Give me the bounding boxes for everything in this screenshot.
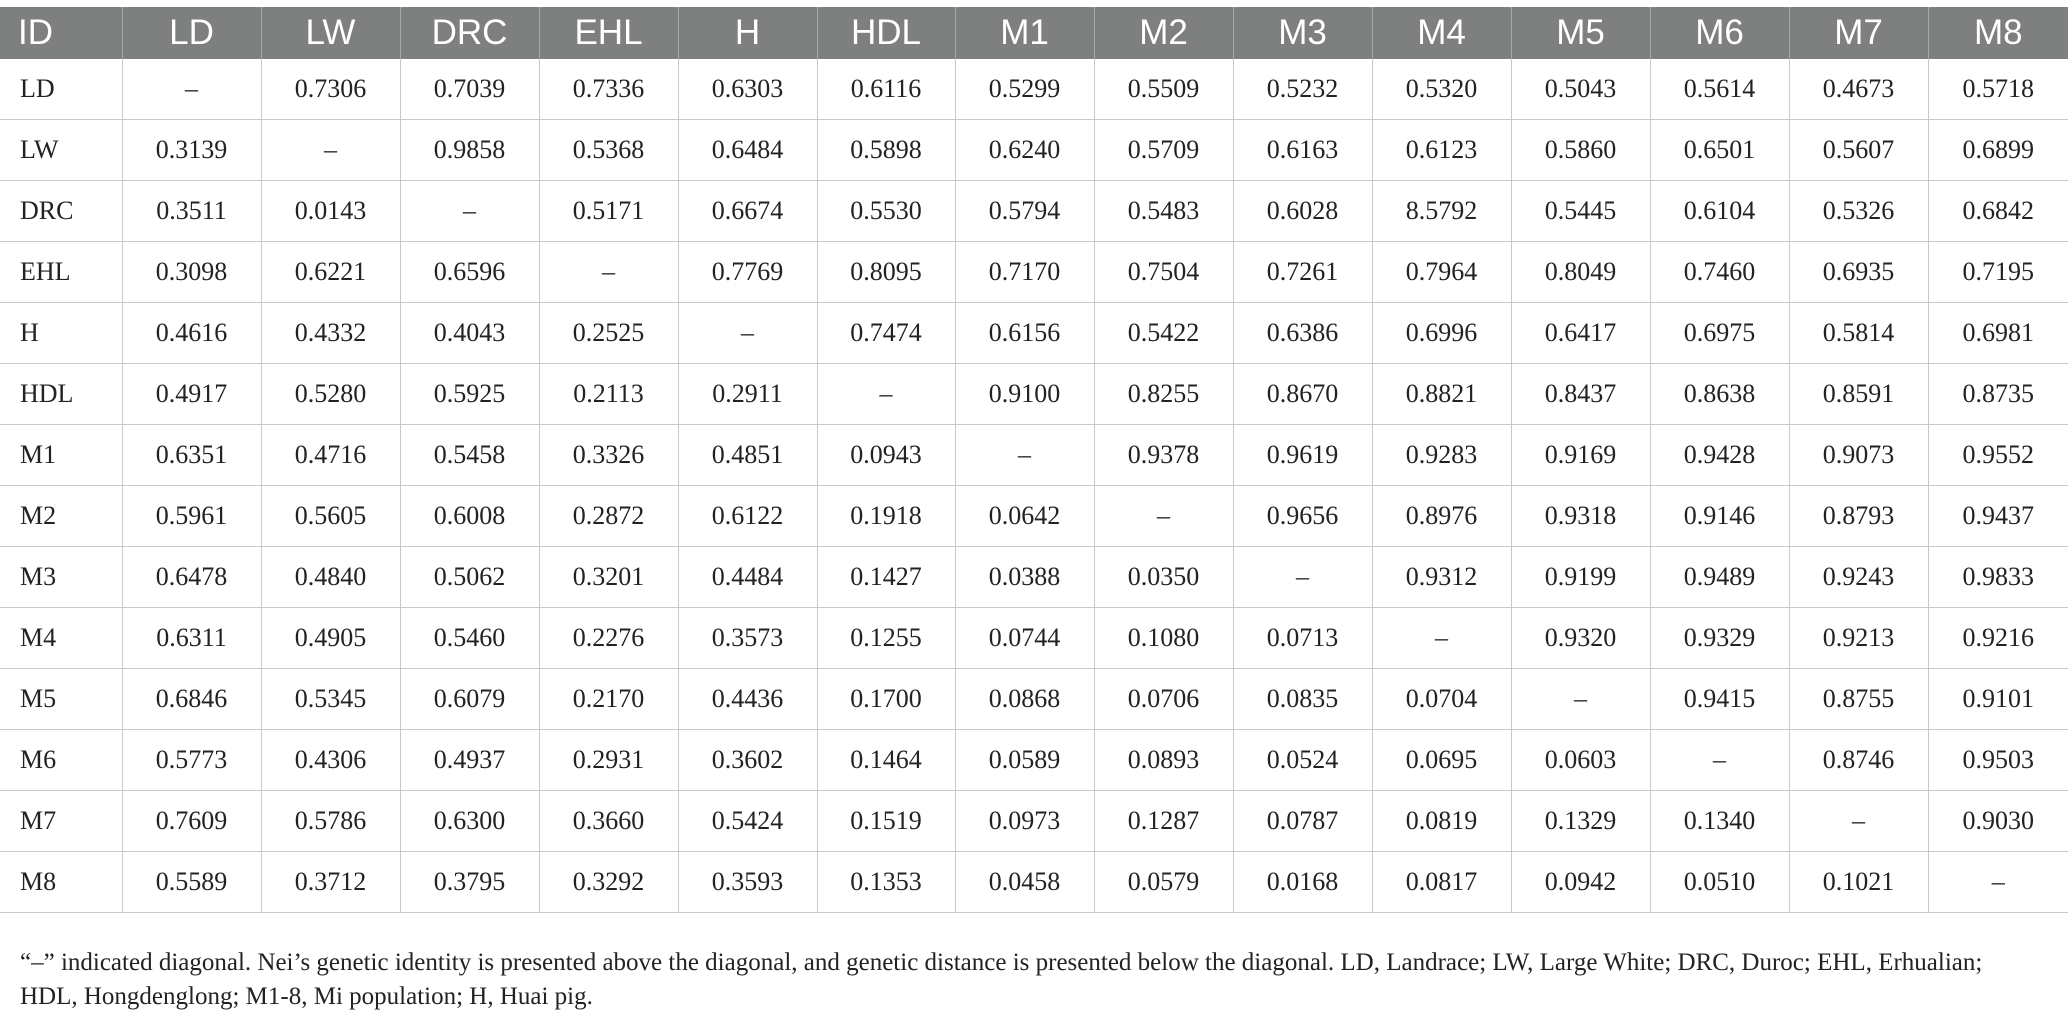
table-cell: 0.8746 [1789,730,1928,791]
genetic-identity-distance-table [0,7,2068,913]
table-cell: 0.0704 [1372,669,1511,730]
table-cell: 0.1080 [1094,608,1233,669]
table-cell: 0.7504 [1094,242,1233,303]
table-cell: 0.3292 [539,852,678,913]
table-cell: 0.0819 [1372,791,1511,852]
table-cell: 0.5605 [261,486,400,547]
table-cell: 0.7195 [1928,242,2068,303]
table-cell: 0.9100 [955,364,1094,425]
table-cell: 0.8821 [1372,364,1511,425]
table-cell: 0.9552 [1928,425,2068,486]
table-cell: 0.6163 [1233,120,1372,181]
table-cell: 0.3712 [261,852,400,913]
table-cell: 0.5718 [1928,59,2068,120]
table-cell: 0.5898 [817,120,955,181]
column-header-m7: M7 [1789,7,1928,59]
row-label: M5 [0,669,122,730]
row-label: H [0,303,122,364]
table-footnote: “–” indicated diagonal. Nei’s genetic identity is presented above the diagonal, and genetic distance is presented below the diagonal. LD, Landrace; LW, Large White; DRC, Duroc; EHL, Erhualian; HDL, Hongdenglong; M1-8, Mi population; H, Huai pig. [20,949,1983,1010]
table-cell: 0.3593 [678,852,817,913]
table-cell: 0.8793 [1789,486,1928,547]
column-header-m8: M8 [1928,7,2068,59]
table-cell: 0.9415 [1650,669,1789,730]
table-cell: 0.3326 [539,425,678,486]
table-cell: 0.1918 [817,486,955,547]
row-label: M2 [0,486,122,547]
table-cell: 0.5589 [122,852,261,913]
table-row [0,181,2068,242]
table-cell: 0.6116 [817,59,955,120]
diagonal-cell: – [539,242,678,303]
row-label: DRC [0,181,122,242]
table-cell: 0.4043 [400,303,539,364]
table-cell: 0.9503 [1928,730,2068,791]
table-header-row [0,7,2068,59]
table-cell: 0.6122 [678,486,817,547]
table-cell: 0.8976 [1372,486,1511,547]
column-header-h: H [678,7,817,59]
table-cell: 0.5368 [539,120,678,181]
table-row [0,486,2068,547]
table-cell: 0.0893 [1094,730,1233,791]
table-cell: 0.8638 [1650,364,1789,425]
table-cell: 8.5792 [1372,181,1511,242]
table-cell: 0.2113 [539,364,678,425]
column-header-m5: M5 [1511,7,1650,59]
table-cell: 0.0524 [1233,730,1372,791]
column-header-m1: M1 [955,7,1094,59]
table-cell: 0.0168 [1233,852,1372,913]
table-cell: 0.5345 [261,669,400,730]
table-cell: 0.6975 [1650,303,1789,364]
column-header-ld: LD [122,7,261,59]
table-cell: 0.9656 [1233,486,1372,547]
table-cell: 0.0603 [1511,730,1650,791]
table-cell: 0.2276 [539,608,678,669]
column-header-drc: DRC [400,7,539,59]
table-cell: 0.0713 [1233,608,1372,669]
table-cell: 0.2931 [539,730,678,791]
table-row [0,730,2068,791]
row-label: HDL [0,364,122,425]
table-cell: 0.7609 [122,791,261,852]
table-cell: 0.0943 [817,425,955,486]
table-cell: 0.5320 [1372,59,1511,120]
table-cell: 0.0350 [1094,547,1233,608]
table-cell: 0.0695 [1372,730,1511,791]
table-cell: 0.7336 [539,59,678,120]
row-label: M7 [0,791,122,852]
table-cell: 0.3660 [539,791,678,852]
table-cell: 0.9243 [1789,547,1928,608]
table-cell: 0.2525 [539,303,678,364]
table-row [0,791,2068,852]
table-cell: 0.4917 [122,364,261,425]
table-cell: 0.6846 [122,669,261,730]
table-cell: 0.3602 [678,730,817,791]
table-cell: 0.9320 [1511,608,1650,669]
table-cell: 0.6501 [1650,120,1789,181]
table-cell: 0.6674 [678,181,817,242]
table-cell: 0.2170 [539,669,678,730]
table-cell: 0.6417 [1511,303,1650,364]
table-cell: 0.5709 [1094,120,1233,181]
column-header-m4: M4 [1372,7,1511,59]
table-cell: 0.7261 [1233,242,1372,303]
table-cell: 0.5458 [400,425,539,486]
row-label: M3 [0,547,122,608]
column-header-m2: M2 [1094,7,1233,59]
diagonal-cell: – [817,364,955,425]
table-cell: 0.9833 [1928,547,2068,608]
table-row [0,852,2068,913]
table-cell: 0.0706 [1094,669,1233,730]
table-cell: 0.8670 [1233,364,1372,425]
table-cell: 0.4306 [261,730,400,791]
diagonal-cell: – [400,181,539,242]
table-cell: 0.6484 [678,120,817,181]
table-cell: 0.4436 [678,669,817,730]
table-cell: 0.2911 [678,364,817,425]
table-cell: 0.4332 [261,303,400,364]
table-cell: 0.9378 [1094,425,1233,486]
diagonal-cell: – [1650,730,1789,791]
table-cell: 0.5280 [261,364,400,425]
table-cell: 0.8755 [1789,669,1928,730]
table-cell: 0.0817 [1372,852,1511,913]
table-cell: 0.0458 [955,852,1094,913]
table-cell: 0.7769 [678,242,817,303]
table-cell: 0.0143 [261,181,400,242]
diagonal-cell: – [1789,791,1928,852]
table-cell: 0.6028 [1233,181,1372,242]
table-cell: 0.0579 [1094,852,1233,913]
table-row [0,120,2068,181]
table-cell: 0.5786 [261,791,400,852]
table-cell: 0.6899 [1928,120,2068,181]
diagonal-cell: – [1233,547,1372,608]
table-cell: 0.7474 [817,303,955,364]
table-cell: 0.4851 [678,425,817,486]
table-cell: 0.6303 [678,59,817,120]
table-cell: 0.6300 [400,791,539,852]
genetic-identity-table-container [0,7,2068,913]
row-label: M1 [0,425,122,486]
table-cell: 0.1021 [1789,852,1928,913]
table-cell: 0.7170 [955,242,1094,303]
table-cell: 0.4905 [261,608,400,669]
row-label: M4 [0,608,122,669]
table-cell: 0.6104 [1650,181,1789,242]
row-label: LW [0,120,122,181]
table-cell: 0.9199 [1511,547,1650,608]
table-cell: 0.5509 [1094,59,1233,120]
table-cell: 0.4616 [122,303,261,364]
table-cell: 0.9283 [1372,425,1511,486]
table-cell: 0.1700 [817,669,955,730]
table-cell: 0.7306 [261,59,400,120]
table-cell: 0.4484 [678,547,817,608]
table-cell: 0.7039 [400,59,539,120]
column-header-m3: M3 [1233,7,1372,59]
diagonal-cell: – [122,59,261,120]
table-cell: 0.6981 [1928,303,2068,364]
table-cell: 0.7964 [1372,242,1511,303]
row-label: M6 [0,730,122,791]
diagonal-cell: – [1372,608,1511,669]
table-cell: 0.8591 [1789,364,1928,425]
table-cell: 0.0744 [955,608,1094,669]
table-cell: 0.5299 [955,59,1094,120]
table-cell: 0.5171 [539,181,678,242]
table-cell: 0.0510 [1650,852,1789,913]
table-cell: 0.1329 [1511,791,1650,852]
table-cell: 0.3098 [122,242,261,303]
table-cell: 0.5961 [122,486,261,547]
table-cell: 0.6386 [1233,303,1372,364]
table-cell: 0.6842 [1928,181,2068,242]
table-row [0,425,2068,486]
diagonal-cell: – [955,425,1094,486]
table-cell: 0.3201 [539,547,678,608]
table-cell: 0.5062 [400,547,539,608]
table-cell: 0.6596 [400,242,539,303]
table-cell: 0.6351 [122,425,261,486]
table-cell: 0.9101 [1928,669,2068,730]
table-cell: 0.1427 [817,547,955,608]
table-cell: 0.9213 [1789,608,1928,669]
table-cell: 0.8049 [1511,242,1650,303]
table-cell: 0.0787 [1233,791,1372,852]
table-cell: 0.5614 [1650,59,1789,120]
diagonal-cell: – [1928,852,2068,913]
table-cell: 0.4673 [1789,59,1928,120]
table-cell: 0.5232 [1233,59,1372,120]
table-row [0,364,2068,425]
table-cell: 0.5814 [1789,303,1928,364]
table-cell: 0.6008 [400,486,539,547]
diagonal-cell: – [678,303,817,364]
table-cell: 0.1287 [1094,791,1233,852]
table-cell: 0.3573 [678,608,817,669]
table-cell: 0.5483 [1094,181,1233,242]
table-cell: 0.6240 [955,120,1094,181]
table-row [0,303,2068,364]
diagonal-cell: – [261,120,400,181]
column-header-ehl: EHL [539,7,678,59]
table-cell: 0.5460 [400,608,539,669]
table-cell: 0.0388 [955,547,1094,608]
table-cell: 0.5794 [955,181,1094,242]
table-cell: 0.6478 [122,547,261,608]
table-row [0,242,2068,303]
table-cell: 0.9329 [1650,608,1789,669]
table-cell: 0.0942 [1511,852,1650,913]
table-cell: 0.5043 [1511,59,1650,120]
table-row [0,547,2068,608]
table-cell: 0.5607 [1789,120,1928,181]
row-label: M8 [0,852,122,913]
table-cell: 0.9858 [400,120,539,181]
table-cell: 0.9489 [1650,547,1789,608]
table-body [0,59,2068,913]
table-cell: 0.8735 [1928,364,2068,425]
table-cell: 0.9619 [1233,425,1372,486]
table-cell: 0.5773 [122,730,261,791]
table-cell: 0.4937 [400,730,539,791]
table-cell: 0.4840 [261,547,400,608]
table-cell: 0.0642 [955,486,1094,547]
table-cell: 0.3139 [122,120,261,181]
column-header-lw: LW [261,7,400,59]
table-cell: 0.9216 [1928,608,2068,669]
row-label: LD [0,59,122,120]
column-header-id: ID [0,7,122,59]
column-header-m6: M6 [1650,7,1789,59]
table-cell: 0.6156 [955,303,1094,364]
table-cell: 0.7460 [1650,242,1789,303]
table-cell: 0.3511 [122,181,261,242]
diagonal-cell: – [1094,486,1233,547]
table-cell: 0.9030 [1928,791,2068,852]
table-cell: 0.9169 [1511,425,1650,486]
table-cell: 0.1519 [817,791,955,852]
table-cell: 0.8255 [1094,364,1233,425]
table-cell: 0.5925 [400,364,539,425]
column-header-hdl: HDL [817,7,955,59]
table-cell: 0.6079 [400,669,539,730]
table-cell: 0.5530 [817,181,955,242]
table-cell: 0.9318 [1511,486,1650,547]
table-cell: 0.6935 [1789,242,1928,303]
table-cell: 0.1255 [817,608,955,669]
table-cell: 0.8437 [1511,364,1650,425]
table-cell: 0.2872 [539,486,678,547]
table-cell: 0.0835 [1233,669,1372,730]
table-cell: 0.3795 [400,852,539,913]
table-cell: 0.5424 [678,791,817,852]
table-cell: 0.0868 [955,669,1094,730]
table-cell: 0.0589 [955,730,1094,791]
row-label: EHL [0,242,122,303]
diagonal-cell: – [1511,669,1650,730]
table-row [0,669,2068,730]
table-cell: 0.9437 [1928,486,2068,547]
table-cell: 0.6996 [1372,303,1511,364]
table-cell: 0.0973 [955,791,1094,852]
table-cell: 0.9073 [1789,425,1928,486]
table-cell: 0.5422 [1094,303,1233,364]
table-cell: 0.6221 [261,242,400,303]
table-row [0,608,2068,669]
table-cell: 0.5860 [1511,120,1650,181]
table-cell: 0.5445 [1511,181,1650,242]
table-cell: 0.6311 [122,608,261,669]
table-cell: 0.4716 [261,425,400,486]
table-cell: 0.1340 [1650,791,1789,852]
table-cell: 0.1353 [817,852,955,913]
table-cell: 0.6123 [1372,120,1511,181]
table-row [0,59,2068,120]
table-cell: 0.8095 [817,242,955,303]
table-cell: 0.9428 [1650,425,1789,486]
table-cell: 0.1464 [817,730,955,791]
table-cell: 0.9312 [1372,547,1511,608]
table-cell: 0.9146 [1650,486,1789,547]
table-cell: 0.5326 [1789,181,1928,242]
